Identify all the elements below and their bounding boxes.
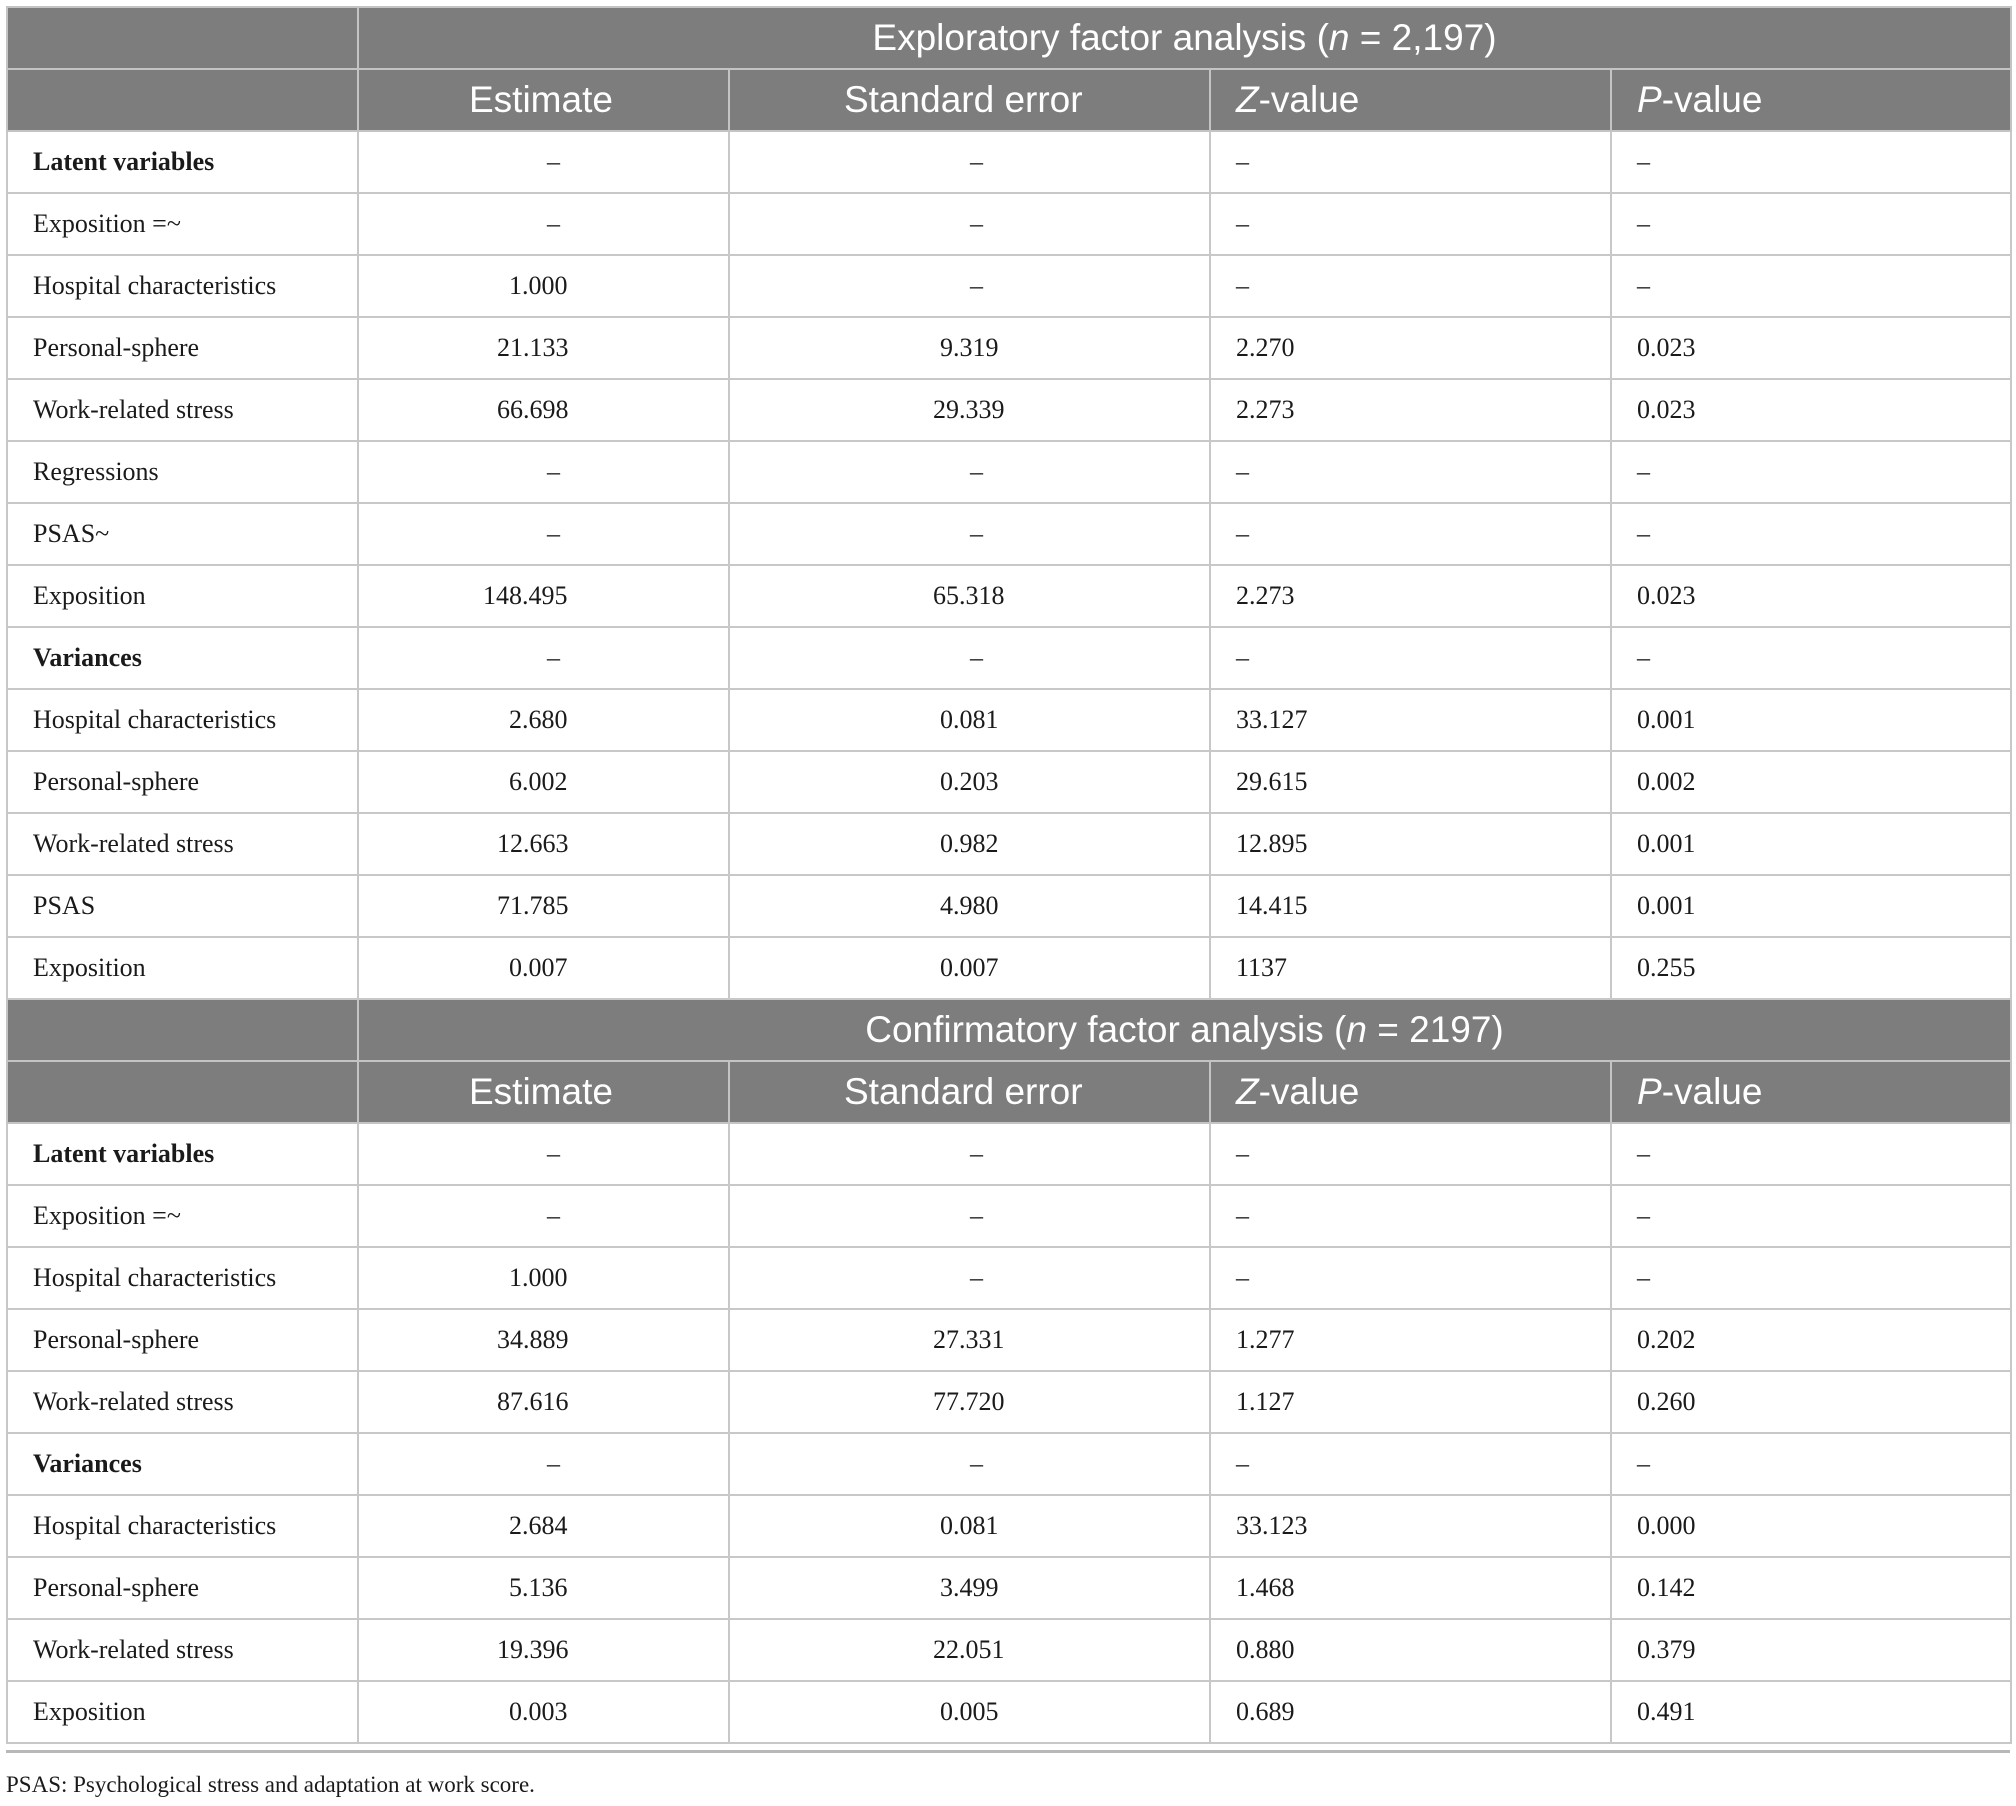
row-label: Variances bbox=[7, 1433, 358, 1495]
column-header-z-value-text: Z bbox=[1236, 1071, 1259, 1112]
table-row bbox=[7, 1681, 2011, 1743]
table-row bbox=[7, 441, 2011, 503]
standard-error-cell: – bbox=[729, 503, 1210, 565]
z-value-cell: 2.270 bbox=[1210, 317, 1611, 379]
row-label: Personal-sphere bbox=[7, 1309, 358, 1371]
table-row bbox=[7, 937, 2011, 999]
p-value-cell: – bbox=[1611, 441, 2011, 503]
z-value-cell: 33.127 bbox=[1210, 689, 1611, 751]
standard-error-cell: – bbox=[729, 1247, 1210, 1309]
column-header-p-value bbox=[1611, 69, 2011, 131]
estimate-cell: 5.136 bbox=[358, 1557, 729, 1619]
column-header-row bbox=[7, 69, 2011, 131]
section-title-n: n bbox=[1328, 17, 1350, 58]
column-header-z-value bbox=[1210, 69, 1611, 131]
estimate-cell: 2.680 bbox=[358, 689, 729, 751]
column-header-z-value-text: -value bbox=[1258, 1071, 1360, 1112]
standard-error-cell: 0.081 bbox=[729, 1495, 1210, 1557]
table-row bbox=[7, 751, 2011, 813]
table-row bbox=[7, 255, 2011, 317]
standard-error-cell: 27.331 bbox=[729, 1309, 1210, 1371]
p-value-cell: 0.001 bbox=[1611, 875, 2011, 937]
estimate-cell: – bbox=[358, 193, 729, 255]
p-value-cell: – bbox=[1611, 627, 2011, 689]
z-value-cell: 1.127 bbox=[1210, 1371, 1611, 1433]
row-label: Personal-sphere bbox=[7, 1557, 358, 1619]
z-value-cell: – bbox=[1210, 1185, 1611, 1247]
estimate-cell: 1.000 bbox=[358, 1247, 729, 1309]
section-title bbox=[358, 7, 2011, 69]
p-value-cell: 0.023 bbox=[1611, 565, 2011, 627]
z-value-cell: – bbox=[1210, 503, 1611, 565]
row-label: Latent variables bbox=[7, 1123, 358, 1185]
table-row bbox=[7, 689, 2011, 751]
estimate-cell: 87.616 bbox=[358, 1371, 729, 1433]
p-value-cell: – bbox=[1611, 131, 2011, 193]
estimate-cell: – bbox=[358, 441, 729, 503]
standard-error-cell: 9.319 bbox=[729, 317, 1210, 379]
z-value-cell: 33.123 bbox=[1210, 1495, 1611, 1557]
section-title-row bbox=[7, 999, 2011, 1061]
row-label: Hospital characteristics bbox=[7, 1495, 358, 1557]
p-value-cell: 0.255 bbox=[1611, 937, 2011, 999]
section-title-suffix: = 2,197) bbox=[1349, 17, 1497, 58]
z-value-cell: 1.277 bbox=[1210, 1309, 1611, 1371]
row-label: PSAS bbox=[7, 875, 358, 937]
p-value-cell: – bbox=[1611, 1185, 2011, 1247]
standard-error-cell: 4.980 bbox=[729, 875, 1210, 937]
p-value-cell: 0.202 bbox=[1611, 1309, 2011, 1371]
row-label: Work-related stress bbox=[7, 379, 358, 441]
section-title-prefix: Confirmatory factor analysis ( bbox=[865, 1009, 1347, 1050]
row-label: Work-related stress bbox=[7, 1619, 358, 1681]
table-row bbox=[7, 813, 2011, 875]
estimate-cell: – bbox=[358, 1185, 729, 1247]
p-value-cell: – bbox=[1611, 1433, 2011, 1495]
table-body bbox=[7, 7, 2011, 1743]
section-title-suffix: = 2197) bbox=[1366, 1009, 1504, 1050]
section-title-prefix: Exploratory factor analysis ( bbox=[872, 17, 1329, 58]
standard-error-cell: 0.007 bbox=[729, 937, 1210, 999]
row-label: Exposition =~ bbox=[7, 1185, 358, 1247]
standard-error-cell: – bbox=[729, 627, 1210, 689]
column-header-estimate bbox=[358, 69, 729, 131]
z-value-cell: – bbox=[1210, 441, 1611, 503]
p-value-cell: 0.142 bbox=[1611, 1557, 2011, 1619]
z-value-cell: – bbox=[1210, 1247, 1611, 1309]
row-label: Personal-sphere bbox=[7, 317, 358, 379]
estimate-cell: 66.698 bbox=[358, 379, 729, 441]
standard-error-cell: – bbox=[729, 193, 1210, 255]
table-row bbox=[7, 1309, 2011, 1371]
table-row bbox=[7, 1495, 2011, 1557]
section-title-row bbox=[7, 7, 2011, 69]
p-value-cell: 0.260 bbox=[1611, 1371, 2011, 1433]
estimate-cell: 34.889 bbox=[358, 1309, 729, 1371]
table-row bbox=[7, 1371, 2011, 1433]
column-header-p-value-text: P bbox=[1637, 1071, 1662, 1112]
standard-error-cell: – bbox=[729, 1123, 1210, 1185]
column-header-standard-error bbox=[729, 69, 1210, 131]
column-header-p-value-text: -value bbox=[1661, 1071, 1763, 1112]
p-value-cell: – bbox=[1611, 1247, 2011, 1309]
row-label: Variances bbox=[7, 627, 358, 689]
column-header-empty-cell bbox=[7, 69, 358, 131]
estimate-cell: 21.133 bbox=[358, 317, 729, 379]
estimate-cell: 71.785 bbox=[358, 875, 729, 937]
estimate-cell: – bbox=[358, 1123, 729, 1185]
standard-error-cell: – bbox=[729, 1433, 1210, 1495]
row-label: Regressions bbox=[7, 441, 358, 503]
standard-error-cell: – bbox=[729, 255, 1210, 317]
p-value-cell: – bbox=[1611, 503, 2011, 565]
p-value-cell: 0.001 bbox=[1611, 689, 2011, 751]
estimate-cell: – bbox=[358, 131, 729, 193]
table-row bbox=[7, 875, 2011, 937]
table-row bbox=[7, 503, 2011, 565]
standard-error-cell: 0.203 bbox=[729, 751, 1210, 813]
estimate-cell: 6.002 bbox=[358, 751, 729, 813]
row-label: Exposition =~ bbox=[7, 193, 358, 255]
z-value-cell: 12.895 bbox=[1210, 813, 1611, 875]
column-header-standard-error bbox=[729, 1061, 1210, 1123]
table-row bbox=[7, 193, 2011, 255]
z-value-cell: 2.273 bbox=[1210, 565, 1611, 627]
table-row bbox=[7, 1557, 2011, 1619]
row-label: Exposition bbox=[7, 565, 358, 627]
p-value-cell: 0.023 bbox=[1611, 317, 2011, 379]
results-table-wrapper bbox=[6, 6, 2010, 1744]
p-value-cell: – bbox=[1611, 193, 2011, 255]
p-value-cell: 0.000 bbox=[1611, 1495, 2011, 1557]
estimate-cell: 2.684 bbox=[358, 1495, 729, 1557]
row-label: Hospital characteristics bbox=[7, 255, 358, 317]
p-value-cell: 0.023 bbox=[1611, 379, 2011, 441]
estimate-cell: – bbox=[358, 627, 729, 689]
row-label: PSAS~ bbox=[7, 503, 358, 565]
table-bottom-rule bbox=[6, 1750, 2010, 1753]
table-row bbox=[7, 1185, 2011, 1247]
z-value-cell: – bbox=[1210, 1123, 1611, 1185]
row-label: Personal-sphere bbox=[7, 751, 358, 813]
standard-error-cell: 77.720 bbox=[729, 1371, 1210, 1433]
table-row bbox=[7, 627, 2011, 689]
z-value-cell: – bbox=[1210, 255, 1611, 317]
estimate-cell: 0.007 bbox=[358, 937, 729, 999]
table-row bbox=[7, 1247, 2011, 1309]
estimate-cell: 1.000 bbox=[358, 255, 729, 317]
section-title-n: n bbox=[1346, 1009, 1367, 1050]
z-value-cell: 1137 bbox=[1210, 937, 1611, 999]
table-row bbox=[7, 379, 2011, 441]
standard-error-cell: 22.051 bbox=[729, 1619, 1210, 1681]
p-value-cell: 0.491 bbox=[1611, 1681, 2011, 1743]
column-header-empty-cell bbox=[7, 1061, 358, 1123]
row-label: Exposition bbox=[7, 937, 358, 999]
table-row bbox=[7, 131, 2011, 193]
column-header-z-value-text: Z bbox=[1236, 79, 1259, 120]
z-value-cell: 29.615 bbox=[1210, 751, 1611, 813]
row-label: Work-related stress bbox=[7, 813, 358, 875]
z-value-cell: – bbox=[1210, 193, 1611, 255]
table-row bbox=[7, 1123, 2011, 1185]
column-header-z-value-text: -value bbox=[1258, 79, 1360, 120]
row-label: Exposition bbox=[7, 1681, 358, 1743]
z-value-cell: 0.689 bbox=[1210, 1681, 1611, 1743]
p-value-cell: 0.379 bbox=[1611, 1619, 2011, 1681]
row-label: Latent variables bbox=[7, 131, 358, 193]
estimate-cell: – bbox=[358, 1433, 729, 1495]
column-header-standard-error-text: Standard error bbox=[844, 1071, 1083, 1112]
title-row-empty-cell bbox=[7, 999, 358, 1061]
standard-error-cell: 29.339 bbox=[729, 379, 1210, 441]
column-header-p-value-text: P bbox=[1637, 79, 1662, 120]
z-value-cell: 2.273 bbox=[1210, 379, 1611, 441]
table-row bbox=[7, 565, 2011, 627]
table-row bbox=[7, 317, 2011, 379]
estimate-cell: 12.663 bbox=[358, 813, 729, 875]
standard-error-cell: – bbox=[729, 131, 1210, 193]
estimate-cell: 148.495 bbox=[358, 565, 729, 627]
section-title bbox=[358, 999, 2011, 1061]
z-value-cell: – bbox=[1210, 1433, 1611, 1495]
table-row bbox=[7, 1619, 2011, 1681]
p-value-cell: 0.002 bbox=[1611, 751, 2011, 813]
row-label: Work-related stress bbox=[7, 1371, 358, 1433]
estimate-cell: 0.003 bbox=[358, 1681, 729, 1743]
column-header-estimate-text: Estimate bbox=[469, 79, 613, 120]
z-value-cell: – bbox=[1210, 131, 1611, 193]
row-label: Hospital characteristics bbox=[7, 689, 358, 751]
column-header-row bbox=[7, 1061, 2011, 1123]
z-value-cell: 0.880 bbox=[1210, 1619, 1611, 1681]
column-header-estimate-text: Estimate bbox=[469, 1071, 613, 1112]
p-value-cell: – bbox=[1611, 1123, 2011, 1185]
column-header-z-value bbox=[1210, 1061, 1611, 1123]
z-value-cell: 14.415 bbox=[1210, 875, 1611, 937]
factor-analysis-table bbox=[6, 6, 2012, 1744]
column-header-standard-error-text: Standard error bbox=[844, 79, 1083, 120]
column-header-estimate bbox=[358, 1061, 729, 1123]
standard-error-cell: 65.318 bbox=[729, 565, 1210, 627]
p-value-cell: 0.001 bbox=[1611, 813, 2011, 875]
standard-error-cell: 3.499 bbox=[729, 1557, 1210, 1619]
column-header-p-value-text: -value bbox=[1661, 79, 1763, 120]
estimate-cell: – bbox=[358, 503, 729, 565]
title-row-empty-cell bbox=[7, 7, 358, 69]
standard-error-cell: 0.005 bbox=[729, 1681, 1210, 1743]
standard-error-cell: 0.982 bbox=[729, 813, 1210, 875]
z-value-cell: 1.468 bbox=[1210, 1557, 1611, 1619]
standard-error-cell: – bbox=[729, 441, 1210, 503]
z-value-cell: – bbox=[1210, 627, 1611, 689]
row-label: Hospital characteristics bbox=[7, 1247, 358, 1309]
estimate-cell: 19.396 bbox=[358, 1619, 729, 1681]
standard-error-cell: – bbox=[729, 1185, 1210, 1247]
table-row bbox=[7, 1433, 2011, 1495]
column-header-p-value bbox=[1611, 1061, 2011, 1123]
p-value-cell: – bbox=[1611, 255, 2011, 317]
table-footnote: PSAS: Psychological stress and adaptation at work score. bbox=[6, 1772, 535, 1797]
standard-error-cell: 0.081 bbox=[729, 689, 1210, 751]
